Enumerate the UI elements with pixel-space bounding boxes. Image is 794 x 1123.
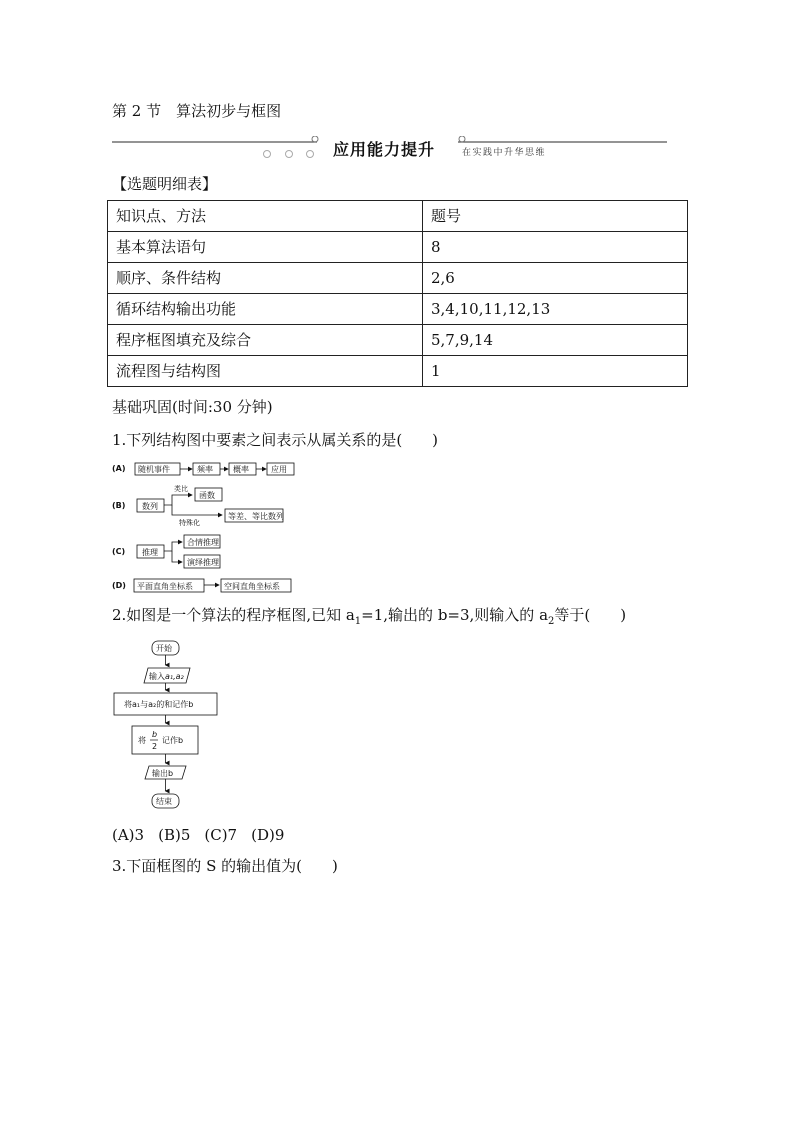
diagram-b-top-edge-label: 类比: [174, 485, 188, 493]
table-cell: 2,6: [423, 263, 688, 294]
diagram-b-top-box: 函数: [199, 491, 215, 500]
question-2-stem-mid: =1,输出的 b=3,则输入的 a: [361, 606, 549, 624]
question-2-options: [112, 825, 298, 845]
option-b: (B)5: [158, 826, 191, 844]
diagram-b-bottom-edge-label: 特殊化: [179, 519, 200, 527]
table-cell: 流程图与结构图: [108, 356, 423, 387]
question-2-sub-2: 2: [548, 616, 555, 627]
flow-output: 输出b: [152, 769, 174, 778]
section-title: 第 2 节 算法初步与框图: [112, 102, 282, 120]
diagram-c-label: (C): [112, 547, 126, 556]
flow-input-prefix: 输入: [149, 672, 165, 681]
table-cell: 1: [423, 356, 688, 387]
diagram-d-label: (D): [112, 581, 126, 590]
table-row: [108, 325, 688, 356]
flow-end: 结束: [156, 797, 172, 806]
question-2-stem-suffix: 等于( ): [554, 606, 627, 624]
table-header-cell: 知识点、方法: [108, 201, 423, 232]
diagram-c-root: 推理: [142, 548, 158, 557]
diagram-d-box: 空间直角坐标系: [224, 582, 280, 591]
table-row: [108, 263, 688, 294]
table-row: [108, 232, 688, 263]
diagram-b-label: (B): [112, 501, 126, 510]
table-cell: 3,4,10,11,12,13: [423, 294, 688, 325]
question-2-sub-1: 1: [354, 616, 362, 627]
diagram-c-branch: 合情推理: [187, 538, 219, 547]
diagram-a-label: (A): [112, 464, 126, 473]
banner-subtitle: 在实践中升华思维: [462, 148, 547, 158]
option-c: (C)7: [204, 826, 238, 844]
diagram-c-branch: 演绎推理: [187, 558, 219, 567]
table-row: [108, 294, 688, 325]
table-row: [108, 356, 688, 387]
table-cell: 基本算法语句: [108, 232, 423, 263]
practice-heading: 基础巩固(时间:30 分钟): [112, 398, 273, 416]
flow-process-1: 将a₁与a₂的和记作b: [124, 700, 194, 709]
diagram-b-bottom-box: 等差、等比数列: [228, 512, 284, 521]
table-cell: 5,7,9,14: [423, 325, 688, 356]
question-1-diagrams: [112, 458, 312, 598]
flow-input-vars: a₁,a₂: [165, 672, 184, 681]
diagram-d-box: 平面直角坐标系: [137, 582, 193, 591]
diagram-a-box: 概率: [233, 465, 249, 474]
table-cell: 程序框图填充及综合: [108, 325, 423, 356]
flow-process-2-suffix: 记作b: [162, 736, 184, 745]
diagram-b-root: 数列: [142, 502, 158, 511]
diagram-a-box: 随机事件: [138, 465, 170, 474]
topic-table: [107, 200, 688, 387]
flow-process-2-prefix: 将: [138, 736, 146, 745]
option-d: (D)9: [251, 826, 285, 844]
option-a: (A)3: [112, 826, 145, 844]
diagram-a-box: 频率: [197, 465, 213, 474]
banner-title: 应用能力提升: [333, 140, 436, 159]
table-header-cell: 题号: [423, 201, 688, 232]
flow-fraction-den: 2: [152, 742, 158, 751]
diagram-a-box: 应用: [271, 465, 287, 474]
table-caption: 【选题明细表】: [112, 175, 218, 193]
question-2-stem-prefix: 2.如图是一个算法的程序框图,已知 a: [112, 606, 355, 624]
question-2-stem: [112, 605, 626, 632]
table-cell: 循环结构输出功能: [108, 294, 423, 325]
flow-start: 开始: [156, 644, 172, 653]
question-3-stem: 3.下面框图的 S 的输出值为( ): [112, 857, 338, 875]
table-cell: 顺序、条件结构: [108, 263, 423, 294]
table-header-row: [108, 201, 688, 232]
table-cell: 8: [423, 232, 688, 263]
question-2-flowchart: [112, 636, 222, 812]
flow-fraction-num: b: [152, 730, 158, 739]
flow-input: [149, 671, 185, 681]
question-1-stem: 1.下列结构图中要素之间表示从属关系的是( ): [112, 431, 439, 449]
